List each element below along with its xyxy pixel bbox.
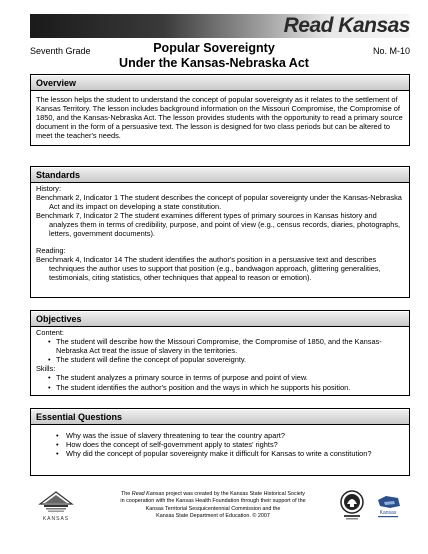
objectives-heading: Objectives	[31, 311, 409, 327]
overview-text: The lesson helps the student to understand the concept of popular sovereignty as it relates to the settlement of Kansas Territory. The lesson includes background information on the Missouri Compromise, the Compromise of 1850, and the Kansas-Nebraska Act. The lesson provides students with the opportunity to read a primary source document in the form of a persuasive text. The lesson is designed for two class periods but can be altered to meet the teacher's needs.	[36, 95, 403, 141]
brand-logo: Read Kansas	[283, 14, 410, 37]
grade-label: Seventh Grade	[30, 46, 91, 56]
question-item: • How does the concept of self-government apply to states' rights?	[36, 440, 404, 449]
standards-section	[30, 166, 410, 298]
content-label: Content:	[36, 328, 64, 337]
logo-right-text: Kansas	[379, 510, 397, 516]
reading-label: Reading:	[36, 245, 66, 255]
question-item: • Why did the concept of popular sovereignty make it difficult for Kansas to write a constitution?	[36, 449, 404, 458]
skills-label: Skills:	[36, 364, 56, 374]
footer-line-1: The Read Kansas project was created by the Kansas State Historical Society	[121, 491, 305, 497]
objectives-body	[31, 327, 409, 395]
essential-questions-heading: Essential Questions	[31, 409, 409, 425]
objective-item: • The student will describe how the Missouri Compromise, the Compromise of 1850, and the Kansas-Nebraska Act treat the issue of slavery in the territories.	[36, 337, 404, 355]
page-title	[80, 41, 348, 71]
overview-heading: Overview	[31, 75, 409, 91]
logo-left-text: KANSAS	[42, 516, 70, 522]
standard-item: Benchmark 4, Indicator 14 The student identifies the author's position in a persuasive text and describes techniques the author uses to support that position (e.g., bandwagon approach, glittering generalities, testimonials, citing statistics, other techniques that appeal to reason or emotion).	[36, 254, 381, 282]
overview-section	[30, 74, 410, 146]
standard-item: Benchmark 2, Indicator 1 The student describes the concept of popular sovereignty under the Kansas-Nebraska Act and its impact on developing a state constitution.	[36, 193, 402, 212]
footer-credits	[88, 491, 338, 521]
ksde-logo-icon	[370, 490, 406, 520]
title-line-1: Popular Sovereignty	[153, 41, 275, 55]
standard-item: Benchmark 7, Indicator 2 The student examines different types of primary sources in Kansas history and analyzes them in terms of credibility, purpose, and point of view (e.g., census records, diaries, photographs, letters, government documents).	[36, 211, 401, 239]
question-item: • Why was the issue of slavery threatening to tear the country apart?	[36, 431, 404, 440]
kshs-logo-icon	[38, 490, 74, 524]
footer-line-4: Kansas State Department of Education. © 2007	[156, 513, 270, 520]
objective-item: • The student will define the concept of popular sovereignty.	[36, 355, 404, 364]
objectives-section	[30, 310, 410, 396]
title-line-2: Under the Kansas-Nebraska Act	[119, 56, 309, 70]
objective-item: • The student identifies the author's position and the ways in which he supports his position.	[36, 383, 404, 392]
history-label: History:	[36, 184, 62, 193]
footer-line-2: in cooperation with the Kansas Health Foundation through their support of the	[120, 498, 306, 505]
footer-line-3: Kansas Territorial Sesquicentennial Commission and the	[145, 505, 281, 512]
essential-questions-list	[31, 425, 409, 461]
essential-questions-section	[30, 408, 410, 476]
lesson-number: No. M-10	[372, 46, 410, 56]
standards-heading: Standards	[31, 167, 409, 183]
commission-seal-icon	[340, 488, 364, 522]
standards-body	[31, 183, 409, 285]
objective-item: • The student analyzes a primary source in terms of purpose and point of view.	[36, 373, 404, 382]
